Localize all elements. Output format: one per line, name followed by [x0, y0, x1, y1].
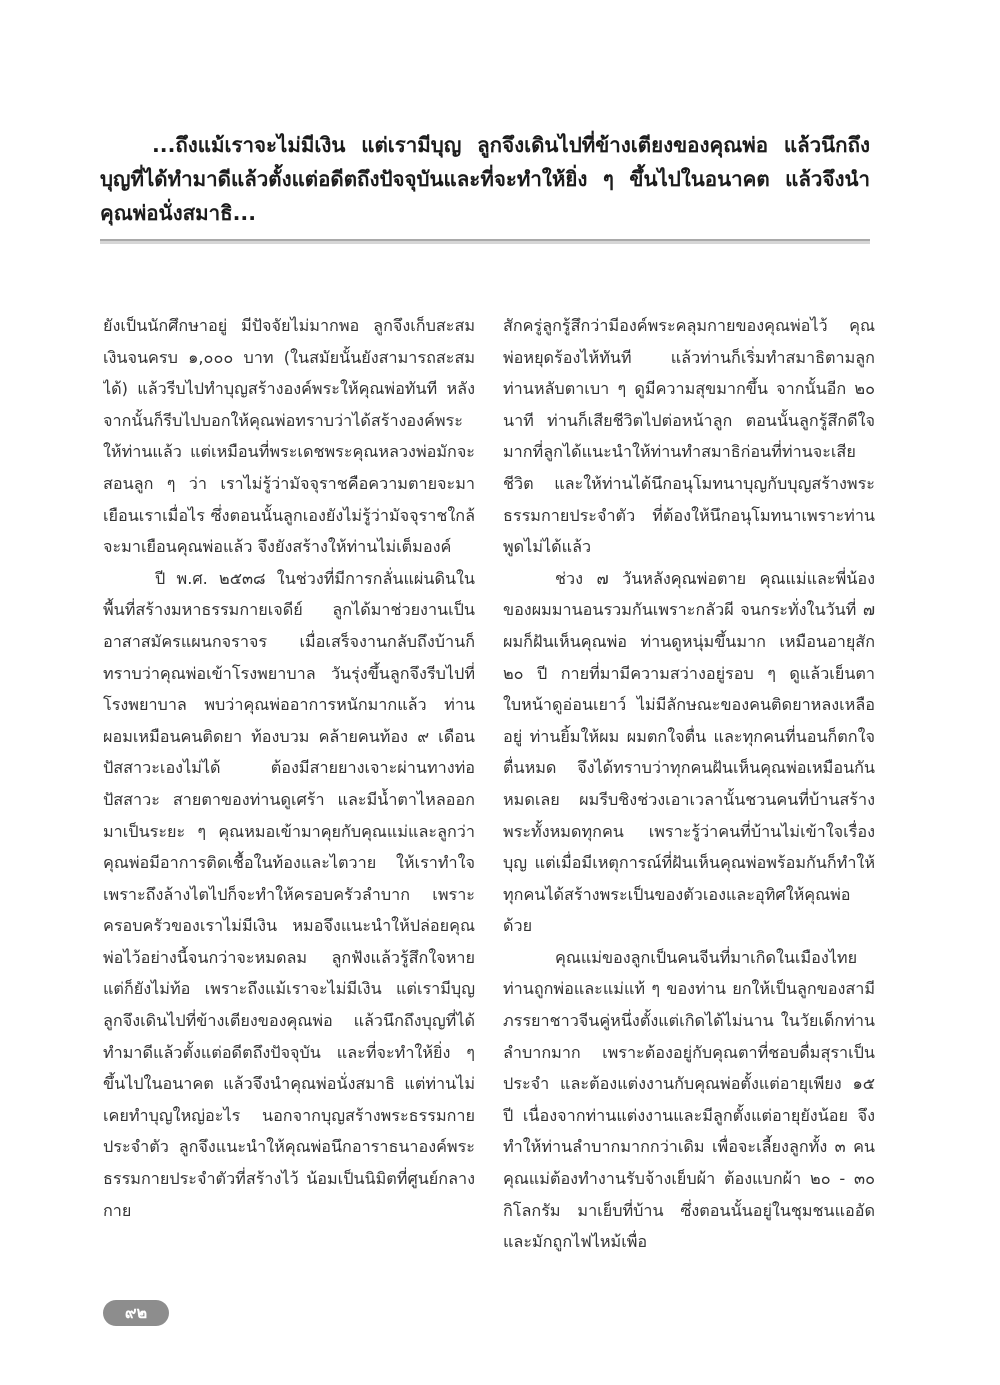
right-paragraph-1: สักครู่ลูกรู้สึกว่ามีองค์พระคลุมกายของคุณพ่อไว้ คุณพ่อหยุดร้องไห้ทันที แล้วท่านก็เริ่มทำสมาธิตามลูก ท่านหลับตาเบา ๆ ดูมีความสุขมากขึ้น จากนั้นอีก ๒๐ นาที ท่านก็เสียชีวิตไปต่อหน้าลูก ตอนนั้นลูกรู้สึกดีใจมากที่ลูกได้แนะนำให้ท่านทำสมาธิก่อนที่ท่านจะเสียชีวิต และให้ท่านได้นึกอนุโมทนาบุญกับบุญสร้างพระธรรมกายประจำตัว ที่ต้องให้นึกอนุโมทนาเพราะท่านพูดไม่ได้แล้ว	[503, 316, 875, 557]
left-paragraph-2: ปี พ.ศ. ๒๕๓๘ ในช่วงที่มีการกลั่นแผ่นดินในพื้นที่สร้างมหาธรรมกายเจดีย์ ลูกได้มาช่วยงานเป็นอาสาสมัครแผนกจราจร เมื่อเสร็จงานกลับถึงบ้านก็ทราบว่าคุณพ่อเข้าโรงพยาบาล วันรุ่งขึ้นลูกจึงรีบไปที่โรงพยาบาล พบว่าคุณพ่ออาการหนักมากแล้ว ท่านผอมเหมือนคนติดยา ท้องบวม คล้ายคนท้อง ๙ เดือน ปัสสาวะเองไม่ได้ ต้องมีสายยางเจาะผ่านทางท่อปัสสาวะ สายตาของท่านดูเศร้า และมีน้ำตาไหลออกมาเป็นระยะ ๆ คุณหมอเข้ามาคุยกับคุณแม่และลูกว่าคุณพ่อมีอาการติดเชื้อในท้องและไตวาย ให้เราทำใจ เพราะถึงล้างไตไปก็จะทำให้ครอบครัวลำบาก เพราะครอบครัวของเราไม่มีเงิน หมอจึงแนะนำให้ปล่อยคุณพ่อไว้อย่างนี้จนกว่าจะหมดลม ลูกฟังแล้วรู้สึกใจหายแต่ก็ยังไม่ท้อ เพราะถึงแม้เราจะไม่มีเงิน แต่เรามีบุญ ลูกจึงเดินไปที่ข้างเตียงของคุณพ่อ แล้วนึกถึงบุญที่ได้ทำมาดีแล้วตั้งแต่อดีตถึงปัจจุบัน และที่จะทำให้ยิ่ง ๆ ขึ้นไปในอนาคต แล้วจึงนำคุณพ่อนั่งสมาธิ แต่ท่านไม่เคยทำบุญใหญ่อะไร นอกจากบุญสร้างพระธรรมกายประจำตัว ลูกจึงแนะนำให้คุณพ่อนึกอาราธนาองค์พระธรรมกายประจำตัวที่สร้างไว้ น้อมเป็นนิมิตที่ศูนย์กลางกาย	[103, 568, 475, 1220]
pull-quote	[100, 128, 870, 230]
left-paragraph-1: ยังเป็นนักศึกษาอยู่ มีปัจจัยไม่มากพอ ลูกจึงเก็บสะสมเงินจนครบ ๑,๐๐๐ บาท (ในสมัยนั้นยังสามารถสะสมได้) แล้วรีบไปทำบุญสร้างองค์พระให้คุณพ่อทันที หลังจากนั้นก็รีบไปบอกให้คุณพ่อทราบว่าได้สร้างองค์พระให้ท่านแล้ว แต่เหมือนที่พระเดชพระคุณหลวงพ่อมักจะสอนลูก ๆ ว่า เราไม่รู้ว่ามัจจุราชคือความตายจะมาเยือนเราเมื่อไร ซึ่งตอนนั้นลูกเองยังไม่รู้ว่ามัจจุราชใกล้จะมาเยือนคุณพ่อแล้ว จึงยังสร้างให้ท่านไม่เต็มองค์	[103, 316, 475, 557]
right-column	[503, 310, 875, 1310]
pull-quote-text: ...ถึงแม้เราจะไม่มีเงิน แต่เรามีบุญ ลูกจึงเดินไปที่ข้างเตียงของคุณพ่อ แล้วนึกถึงบุญที่ได้ทำมาดีแล้วตั้งแต่อดีตถึงปัจจุบันและที่จะทำให้ยิ่ง ๆ ขึ้นไปในอนาคต แล้วจึงนำคุณพ่อนั่งสมาธิ...	[100, 133, 870, 225]
divider-rule	[100, 239, 870, 244]
left-column	[103, 310, 475, 1310]
right-paragraph-2: ช่วง ๗ วันหลังคุณพ่อตาย คุณแม่และพี่น้องของผมมานอนรวมกันเพราะกลัวผี จนกระทั่งในวันที่ ๗ ผมก็ฝันเห็นคุณพ่อ ท่านดูหนุ่มขึ้นมาก เหมือนอายุสัก ๒๐ ปี กายที่มามีความสว่างอยู่รอบ ๆ ดูแล้วเย็นตา ใบหน้าดูอ่อนเยาว์ ไม่มีลักษณะของคนติดยาหลงเหลืออยู่ ท่านยิ้มให้ผม ผมตกใจตื่น และทุกคนที่นอนก็ตกใจตื่นหมด จึงได้ทราบว่าทุกคนฝันเห็นคุณพ่อเหมือนกันหมดเลย ผมรีบชิงช่วงเอาเวลานั้นชวนคนที่บ้านสร้างพระทั้งหมดทุกคน เพราะรู้ว่าคนที่บ้านไม่เข้าใจเรื่องบุญ แต่เมื่อมีเหตุการณ์ที่ฝันเห็นคุณพ่อพร้อมกันก็ทำให้ทุกคนได้สร้างพระเป็นของตัวเองและอุทิศให้คุณพ่อด้วย	[503, 568, 875, 936]
page-number-badge: ๙๒	[103, 1300, 169, 1326]
right-paragraph-3: คุณแม่ของลูกเป็นคนจีนที่มาเกิดในเมืองไทย ท่านถูกพ่อและแม่แท้ ๆ ของท่าน ยกให้เป็นลูกของสามีภรรยาชาวจีนคู่หนึ่งตั้งแต่เกิดได้ไม่นาน ในวัยเด็กท่านลำบากมาก เพราะต้องอยู่กับคุณตาที่ชอบดื่มสุราเป็นประจำ และต้องแต่งงานกับคุณพ่อตั้งแต่อายุเพียง ๑๕ ปี เนื่องจากท่านแต่งงานและมีลูกตั้งแต่อายุยังน้อย จึงทำให้ท่านลำบากมากกว่าเดิม เพื่อจะเลี้ยงลูกทั้ง ๓ คน คุณแม่ต้องทำงานรับจ้างเย็บผ้า ต้องแบกผ้า ๒๐ - ๓๐ กิโลกรัม มาเย็บที่บ้าน ซึ่งตอนนั้นอยู่ในชุมชนแออัด และมักถูกไฟไหม้เพื่อ	[503, 947, 875, 1252]
